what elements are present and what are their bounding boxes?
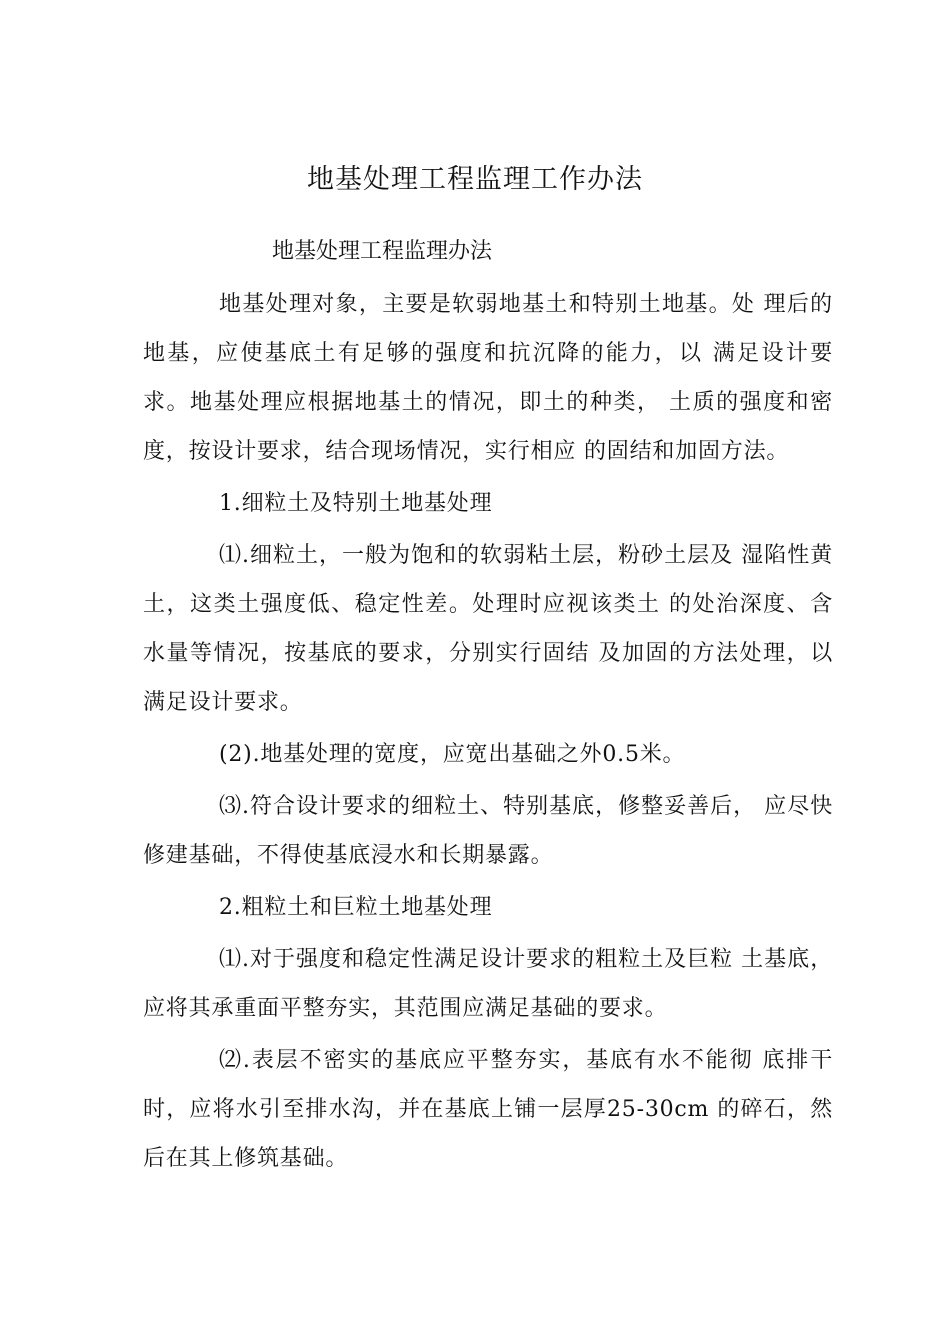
section-1-item-1: ⑴.细粒土，一般为饱和的软弱粘土层，粉砂土层及 湿陷性黄土，这类土强度低、稳定性差。处理时应视该类土 的处治深度、含水量等情况，按基底的要求，分别实行固结 及加固的方法处理，以满足设计要求。	[143, 543, 833, 715]
section-2-item-1: ⑴.对于强度和稳定性满足设计要求的粗粒土及巨粒 土基底，应将其承重面平整夯实，其范围应满足基础的要求。	[143, 947, 833, 1021]
section-1-item-3: ⑶.符合设计要求的细粒土、特别基底，修整妥善后， 应尽快修建基础，不得使基底浸水和长期暴露。	[143, 794, 833, 868]
document-title: 地基处理工程监理工作办法	[307, 164, 643, 195]
document-body	[143, 280, 833, 1183]
section-heading-1: 1.细粒土及特别土地基处理	[219, 491, 493, 516]
section-2-item-2: ⑵.表层不密实的基底应平整夯实，基底有水不能彻 底排干时，应将水引至排水沟，并在基底上铺一层厚25-30cm 的碎石，然后在其上修筑基础。	[143, 1048, 833, 1171]
section-1-item-2: (2).地基处理的宽度，应宽出基础之外0.5米。	[219, 742, 686, 767]
intro-paragraph: 地基处理对象，主要是软弱地基土和特别土地基。处 理后的地基，应使基底土有足够的强度和抗沉降的能力，以 满足设计要求。地基处理应根据地基土的情况，即土的种类， 土质的强度和密度，按设计要求，结合现场情况，实行相应 的固结和加固方法。	[143, 292, 833, 464]
document-subtitle: 地基处理工程监理办法	[272, 239, 493, 264]
section-heading-2: 2.粗粒土和巨粒土地基处理	[219, 895, 493, 920]
